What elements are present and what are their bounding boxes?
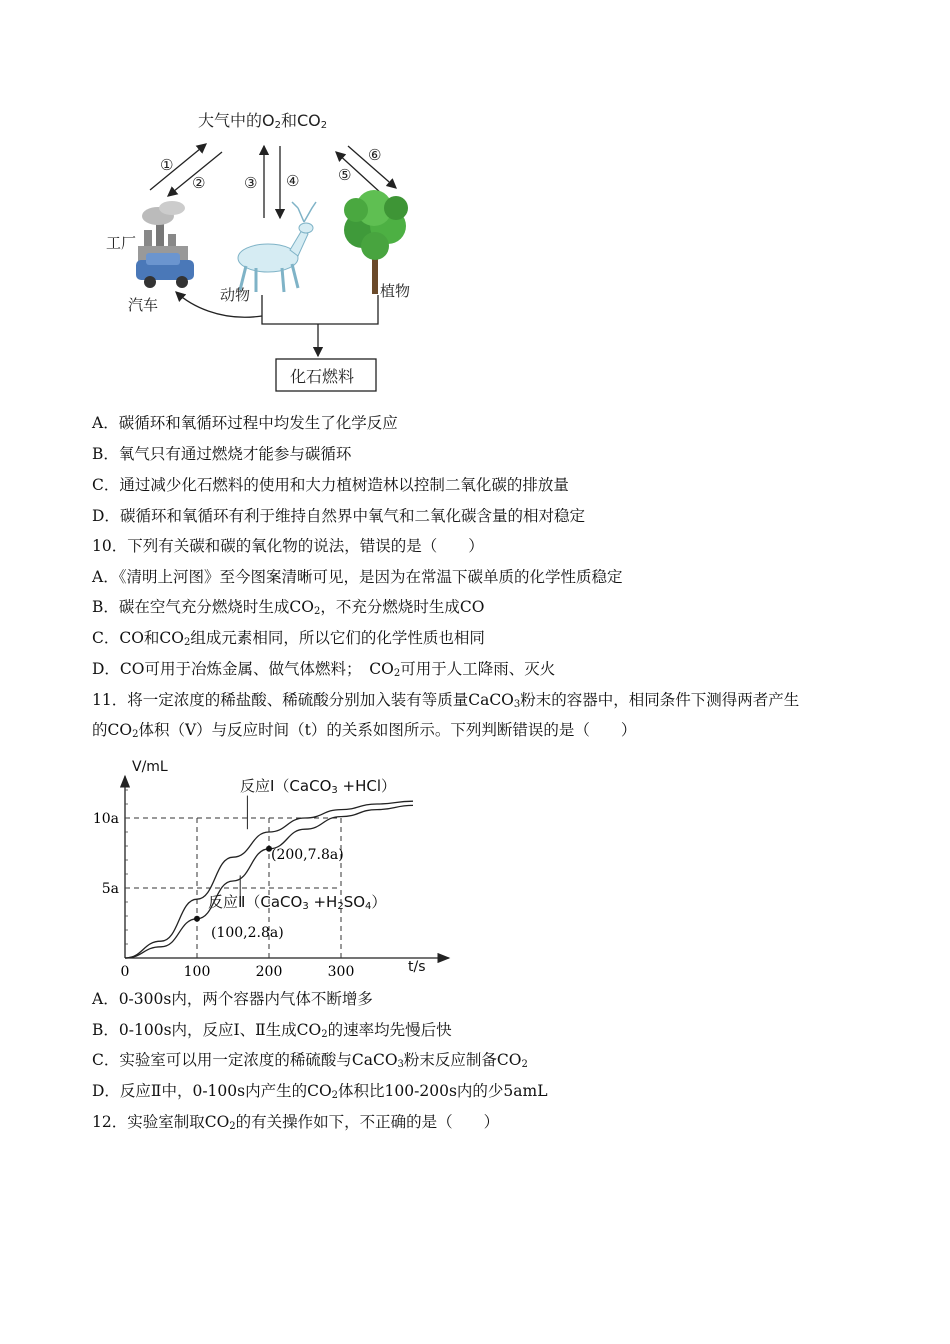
car-label: 汽车 <box>128 296 159 314</box>
q9-option-d: D．碳循环和氧循环有利于维持自然界中氧气和二氧化碳含量的相对稳定 <box>92 507 585 525</box>
q9-option-a: A．碳循环和氧循环过程中均发生了化学反应 <box>92 414 398 432</box>
q10-option-c: C．CO和$CO_2$组成元素相同，所以它们的化学性质也相同 <box>92 629 485 648</box>
tree-icon <box>344 190 408 294</box>
q10-option-d: D．CO可用于冶炼金属、做气体燃料； $CO_2$可用于人工降雨、灭火 <box>92 660 556 679</box>
q11-option-b: B．0-100s内，反应Ⅰ、Ⅱ生成$CO_2$的速率均先慢后快 <box>92 1021 452 1040</box>
x-tick-300: 300 <box>327 964 355 980</box>
q10-option-b: B．碳在空气充分燃烧时生成$CO_2$，不充分燃烧时生成CO <box>92 598 485 617</box>
arrow-label-5: ⑤ <box>338 166 352 184</box>
arrow-label-6: ⑥ <box>368 146 382 164</box>
arrow-label-1: ① <box>160 156 174 174</box>
q12-stem: 12．实验室制取$CO_2$的有关操作如下，不正确的是（ ） <box>92 1113 500 1132</box>
arrow-label-2: ② <box>192 174 206 192</box>
cycle-arrows <box>100 100 430 400</box>
connector-bracket <box>262 295 378 324</box>
x-tick-0: 0 <box>120 964 130 980</box>
series-2-label: 反应Ⅱ（CaCO$_3$ $+H_2SO_4$） <box>208 893 387 912</box>
fossil-label: 化石燃料 <box>290 367 355 386</box>
x-tick-100: 100 <box>183 964 211 980</box>
data-point-1 <box>194 916 200 922</box>
q11-option-c: C．实验室可以用一定浓度的稀硫酸与CaCO$_3$粉末反应制备$CO_2$ <box>92 1051 528 1070</box>
carbon-cycle-diagram <box>100 100 430 400</box>
chart-xlabel: t/s <box>408 959 426 975</box>
data-point-label-1: (100,2.8a) <box>211 924 284 941</box>
q9-option-b: B．氧气只有通过燃烧才能参与碳循环 <box>92 445 352 463</box>
q11-stem-line1: 11．将一定浓度的稀盐酸、稀硫酸分别加入装有等质量CaCO$_3$粉末的容器中，相同条件下测得两者产生 <box>92 691 800 710</box>
q9-option-c: C．通过减少化石燃料的使用和大力植树造林以控制二氧化碳的排放量 <box>92 476 569 494</box>
x-tick-200: 200 <box>255 964 283 980</box>
plant-label: 植物 <box>380 282 411 300</box>
data-point-label-2: (200,7.8a) <box>271 846 344 863</box>
arrow-label-4: ④ <box>286 172 300 190</box>
animal-label: 动物 <box>220 286 251 304</box>
q11-option-d: D．反应Ⅱ中，0-100s内产生的$CO_2$体积比100-200s内的少5amL <box>92 1082 548 1101</box>
q10-option-a: A．《清明上河图》至今图案清晰可见，是因为在常温下碳单质的化学性质稳定 <box>92 568 623 586</box>
atmosphere-label: 大气中的$O_2$和$CO_2$ <box>198 111 328 131</box>
deer-icon <box>238 202 316 292</box>
y-tick-5a: 5a <box>101 881 119 897</box>
q10-stem: 10．下列有关碳和碳的氧化物的说法，错误的是（ ） <box>92 537 484 555</box>
y-tick-10a: 10a <box>92 811 119 827</box>
arrow-label-3: ③ <box>244 174 258 192</box>
factory-label: 工厂 <box>106 234 137 252</box>
q11-option-a: A．0-300s内，两个容器内气体不断增多 <box>92 990 373 1008</box>
q11-stem-line2: 的$CO_2$体积（V）与反应时间（t）的关系如图所示。下列判断错误的是（ ） <box>92 721 637 740</box>
q11-chart <box>90 755 470 980</box>
series-1-label: 反应Ⅰ（CaCO$_3$ +HCl） <box>240 777 397 796</box>
chart-ylabel: V/mL <box>132 759 168 775</box>
